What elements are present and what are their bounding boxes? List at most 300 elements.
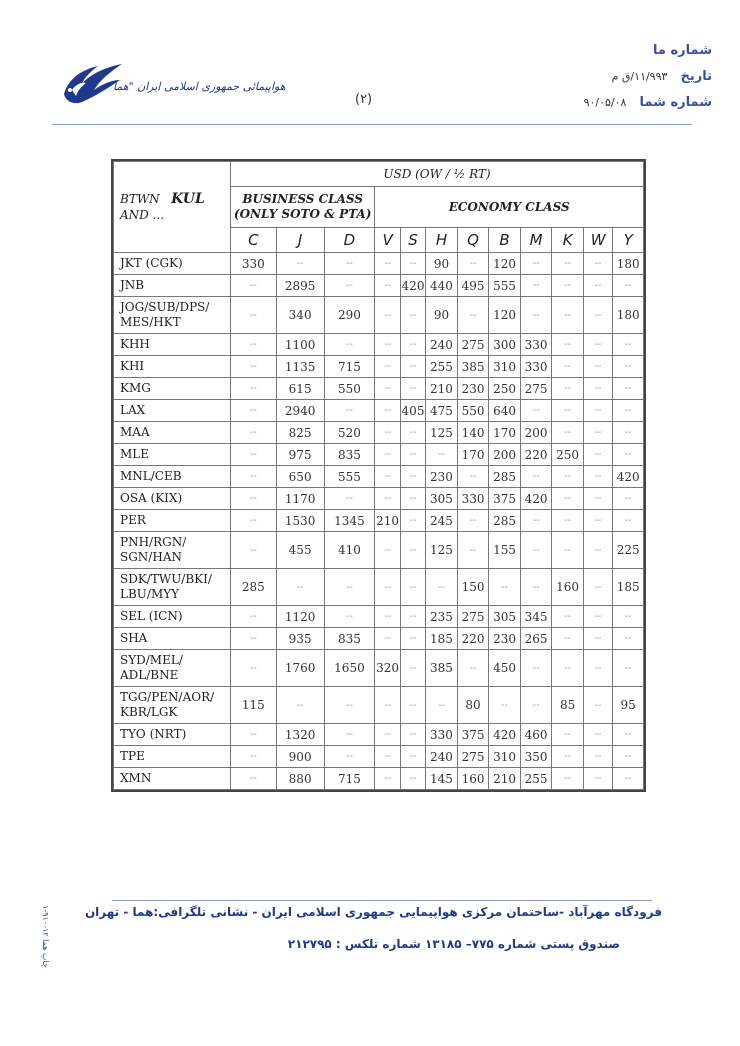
fare-cell-h: 475: [426, 400, 458, 422]
fare-cell-k: --: [552, 297, 584, 334]
fare-cell-m: --: [520, 466, 552, 488]
fare-cell-k: --: [552, 253, 584, 275]
fare-cell-h: 90: [426, 253, 458, 275]
fare-cell-k: --: [552, 275, 584, 297]
fare-cell-c: --: [230, 510, 276, 532]
fare-cell-s: --: [400, 488, 425, 510]
route-cell: SDK/TWU/BKI/ LBU/MYY: [114, 569, 231, 606]
fare-cell-m: --: [520, 569, 552, 606]
fare-cell-w: --: [583, 253, 612, 275]
fare-cell-s: --: [400, 297, 425, 334]
fare-cell-h: 235: [426, 606, 458, 628]
economy-class-header: ECONOMY CLASS: [375, 187, 644, 228]
fare-cell-k: --: [552, 356, 584, 378]
fare-cell-h: 210: [426, 378, 458, 400]
fare-cell-d: --: [324, 400, 375, 422]
fare-cell-q: --: [457, 650, 489, 687]
fare-table-body: [114, 253, 644, 790]
business-class-line2: (ONLY SOTO & PTA): [233, 207, 372, 221]
fare-cell-w: --: [583, 334, 612, 356]
route-cell: PNH/RGN/ SGN/HAN: [114, 532, 231, 569]
fare-cell-s: --: [400, 356, 425, 378]
fare-cell-j: 340: [276, 297, 324, 334]
fare-cell-b: --: [489, 687, 521, 724]
table-row: [114, 378, 644, 400]
fare-cell-y: --: [613, 650, 644, 687]
fare-cell-v: --: [375, 422, 400, 444]
fare-cell-v: --: [375, 687, 400, 724]
route-cell: PER: [114, 510, 231, 532]
class-code-w: W: [583, 228, 612, 253]
fare-cell-b: 120: [489, 253, 521, 275]
fare-cell-q: 330: [457, 488, 489, 510]
footer-divider: [112, 900, 652, 901]
fare-cell-s: --: [400, 532, 425, 569]
table-row: [114, 628, 644, 650]
table-row: [114, 466, 644, 488]
fare-cell-b: 250: [489, 378, 521, 400]
route-cell: SHA: [114, 628, 231, 650]
fare-cell-v: --: [375, 724, 400, 746]
fare-cell-y: --: [613, 444, 644, 466]
table-row: [114, 444, 644, 466]
class-code-y: Y: [613, 228, 644, 253]
route-header: [114, 162, 231, 253]
fare-cell-m: 265: [520, 628, 552, 650]
fare-cell-m: 420: [520, 488, 552, 510]
table-row: [114, 532, 644, 569]
fare-cell-v: --: [375, 275, 400, 297]
fare-cell-s: --: [400, 569, 425, 606]
fare-cell-k: --: [552, 334, 584, 356]
fare-cell-y: 95: [613, 687, 644, 724]
fare-cell-q: 275: [457, 606, 489, 628]
fare-cell-y: --: [613, 334, 644, 356]
route-cell: MAA: [114, 422, 231, 444]
fare-cell-s: --: [400, 606, 425, 628]
fare-cell-s: --: [400, 444, 425, 466]
fare-cell-j: 1120: [276, 606, 324, 628]
fare-cell-c: --: [230, 724, 276, 746]
fare-cell-j: 455: [276, 532, 324, 569]
side-print-code: [34, 905, 54, 975]
fare-cell-s: --: [400, 334, 425, 356]
fare-cell-d: 410: [324, 532, 375, 569]
fare-cell-j: 825: [276, 422, 324, 444]
fare-cell-w: --: [583, 275, 612, 297]
fare-cell-y: --: [613, 275, 644, 297]
fare-cell-j: 935: [276, 628, 324, 650]
fare-cell-s: --: [400, 466, 425, 488]
class-code-m: M: [520, 228, 552, 253]
footer-postal: صندوق پستی شماره ۷۷۵– ۱۳۱۸۵ شماره تلکس : ۲۱۲۷۹۵: [287, 937, 620, 951]
fare-cell-w: --: [583, 297, 612, 334]
fare-cell-c: --: [230, 650, 276, 687]
fare-cell-m: 350: [520, 746, 552, 768]
fare-cell-q: 385: [457, 356, 489, 378]
fare-cell-d: 550: [324, 378, 375, 400]
fare-cell-y: 180: [613, 253, 644, 275]
fare-cell-s: 420: [400, 275, 425, 297]
fare-cell-h: 255: [426, 356, 458, 378]
fare-cell-d: 1650: [324, 650, 375, 687]
fare-cell-w: --: [583, 650, 612, 687]
fare-cell-j: 1320: [276, 724, 324, 746]
fare-cell-k: --: [552, 628, 584, 650]
fare-cell-b: 200: [489, 444, 521, 466]
fare-cell-k: --: [552, 510, 584, 532]
fare-cell-h: 240: [426, 334, 458, 356]
fare-cell-b: 170: [489, 422, 521, 444]
fare-cell-c: --: [230, 297, 276, 334]
route-header-city: KUL: [171, 191, 205, 207]
fare-cell-m: --: [520, 275, 552, 297]
fare-cell-v: --: [375, 606, 400, 628]
fare-cell-c: --: [230, 606, 276, 628]
fare-cell-k: --: [552, 650, 584, 687]
your-number-value: ۹۰/۰۵/۰۸: [583, 96, 627, 109]
table-row: [114, 746, 644, 768]
fare-cell-v: 210: [375, 510, 400, 532]
fare-cell-c: --: [230, 628, 276, 650]
fare-cell-m: 460: [520, 724, 552, 746]
fare-cell-m: 275: [520, 378, 552, 400]
route-cell: KMG: [114, 378, 231, 400]
fare-cell-d: 835: [324, 444, 375, 466]
fare-cell-q: --: [457, 532, 489, 569]
fare-cell-k: --: [552, 378, 584, 400]
fare-cell-w: --: [583, 510, 612, 532]
class-code-h: H: [426, 228, 458, 253]
route-cell: XMN: [114, 768, 231, 790]
iran-air-logo: [58, 50, 286, 114]
business-class-header: [230, 187, 374, 228]
fare-cell-h: 240: [426, 746, 458, 768]
fare-cell-q: --: [457, 297, 489, 334]
fare-cell-m: --: [520, 650, 552, 687]
fare-cell-d: --: [324, 724, 375, 746]
fare-cell-m: --: [520, 532, 552, 569]
fare-cell-j: --: [276, 687, 324, 724]
fare-cell-w: --: [583, 400, 612, 422]
header-divider: [52, 124, 692, 125]
fare-cell-y: --: [613, 724, 644, 746]
fare-cell-c: --: [230, 334, 276, 356]
fare-cell-c: --: [230, 422, 276, 444]
fare-cell-j: 1530: [276, 510, 324, 532]
class-code-c: C: [230, 228, 276, 253]
fare-cell-b: 285: [489, 510, 521, 532]
fare-cell-b: 305: [489, 606, 521, 628]
fare-cell-c: --: [230, 275, 276, 297]
side-print-code-text: ۱-۹۱۰-۱۲ چاپ هما: [41, 905, 50, 968]
fare-cell-c: --: [230, 466, 276, 488]
fare-cell-k: --: [552, 488, 584, 510]
fare-cell-m: --: [520, 400, 552, 422]
fare-cell-j: 1135: [276, 356, 324, 378]
fare-cell-w: --: [583, 687, 612, 724]
fare-cell-m: 200: [520, 422, 552, 444]
fare-cell-h: 385: [426, 650, 458, 687]
fare-cell-j: 650: [276, 466, 324, 488]
fare-cell-v: --: [375, 444, 400, 466]
fare-cell-q: 375: [457, 724, 489, 746]
fare-cell-c: --: [230, 356, 276, 378]
fare-cell-b: 230: [489, 628, 521, 650]
fare-cell-y: --: [613, 356, 644, 378]
fare-cell-y: 185: [613, 569, 644, 606]
fare-cell-d: --: [324, 334, 375, 356]
fare-cell-w: --: [583, 569, 612, 606]
fare-cell-c: --: [230, 532, 276, 569]
fare-cell-d: --: [324, 253, 375, 275]
fare-cell-v: --: [375, 488, 400, 510]
fare-cell-m: 330: [520, 356, 552, 378]
fare-cell-v: --: [375, 628, 400, 650]
footer-address: فرودگاه مهرآباد -ساختمان مرکزی هواپیمایی جمهوری اسلامی ایران - نشانی تلگرافی:هما - تهران: [84, 905, 662, 919]
fare-cell-s: --: [400, 746, 425, 768]
fare-cell-k: 85: [552, 687, 584, 724]
fare-cell-s: --: [400, 650, 425, 687]
fare-cell-q: 160: [457, 768, 489, 790]
fare-cell-s: --: [400, 422, 425, 444]
fare-cell-q: --: [457, 253, 489, 275]
fare-cell-k: --: [552, 606, 584, 628]
class-code-q: Q: [457, 228, 489, 253]
fare-cell-s: --: [400, 687, 425, 724]
fare-cell-y: --: [613, 400, 644, 422]
fare-cell-q: 140: [457, 422, 489, 444]
fare-cell-w: --: [583, 746, 612, 768]
table-row: [114, 334, 644, 356]
fare-cell-v: --: [375, 297, 400, 334]
table-row: [114, 687, 644, 724]
fare-cell-h: 185: [426, 628, 458, 650]
logo-text: هواپیمائی جمهوری اسلامی ایران "هما": [108, 80, 286, 93]
fare-cell-w: --: [583, 378, 612, 400]
fare-cell-k: --: [552, 532, 584, 569]
fare-cell-y: --: [613, 488, 644, 510]
fare-cell-w: --: [583, 444, 612, 466]
route-cell: LAX: [114, 400, 231, 422]
table-row: [114, 275, 644, 297]
fare-cell-m: 330: [520, 334, 552, 356]
table-row: [114, 768, 644, 790]
route-cell: MNL/CEB: [114, 466, 231, 488]
route-header-suffix: AND ...: [120, 208, 165, 222]
route-cell: OSA (KIX): [114, 488, 231, 510]
class-code-b: B: [489, 228, 521, 253]
fare-cell-w: --: [583, 724, 612, 746]
fare-cell-v: --: [375, 768, 400, 790]
fare-cell-j: 615: [276, 378, 324, 400]
fare-cell-w: --: [583, 606, 612, 628]
fare-cell-c: --: [230, 488, 276, 510]
class-code-d: D: [324, 228, 375, 253]
fare-cell-w: --: [583, 488, 612, 510]
fare-cell-c: --: [230, 746, 276, 768]
route-cell: KHH: [114, 334, 231, 356]
fare-cell-q: 170: [457, 444, 489, 466]
table-row: [114, 488, 644, 510]
fare-cell-y: --: [613, 510, 644, 532]
fare-cell-j: 1100: [276, 334, 324, 356]
fare-cell-y: 180: [613, 297, 644, 334]
fare-cell-d: 1345: [324, 510, 375, 532]
fare-cell-d: --: [324, 569, 375, 606]
fare-cell-b: 375: [489, 488, 521, 510]
fare-cell-j: 975: [276, 444, 324, 466]
fare-cell-s: --: [400, 724, 425, 746]
fare-cell-k: --: [552, 400, 584, 422]
fare-cell-s: --: [400, 253, 425, 275]
fare-cell-d: --: [324, 606, 375, 628]
date-value: ۱۱/۹۹۳/ق م: [611, 70, 668, 83]
fare-cell-d: 835: [324, 628, 375, 650]
fare-cell-b: 420: [489, 724, 521, 746]
fare-cell-h: 90: [426, 297, 458, 334]
fare-cell-k: --: [552, 746, 584, 768]
our-number-row: [584, 36, 712, 62]
fare-cell-j: 1760: [276, 650, 324, 687]
fare-cell-k: 160: [552, 569, 584, 606]
route-cell: JNB: [114, 275, 231, 297]
fare-cell-q: --: [457, 466, 489, 488]
class-code-j: J: [276, 228, 324, 253]
fare-cell-w: --: [583, 356, 612, 378]
fare-cell-v: --: [375, 356, 400, 378]
fare-cell-v: --: [375, 532, 400, 569]
fare-cell-q: --: [457, 510, 489, 532]
fare-cell-m: --: [520, 297, 552, 334]
fare-cell-d: --: [324, 687, 375, 724]
fare-cell-q: 80: [457, 687, 489, 724]
table-row: [114, 606, 644, 628]
fare-cell-b: 285: [489, 466, 521, 488]
fare-cell-w: --: [583, 532, 612, 569]
fare-cell-v: --: [375, 746, 400, 768]
route-cell: KHI: [114, 356, 231, 378]
fare-cell-c: 115: [230, 687, 276, 724]
fare-cell-m: --: [520, 687, 552, 724]
fare-cell-q: 495: [457, 275, 489, 297]
fare-cell-d: --: [324, 275, 375, 297]
fare-cell-v: --: [375, 466, 400, 488]
fare-cell-d: 555: [324, 466, 375, 488]
fare-cell-w: --: [583, 422, 612, 444]
fare-cell-d: 715: [324, 356, 375, 378]
fare-cell-q: 220: [457, 628, 489, 650]
route-cell: MLE: [114, 444, 231, 466]
fare-cell-j: 2940: [276, 400, 324, 422]
fare-cell-m: 220: [520, 444, 552, 466]
fare-cell-h: 145: [426, 768, 458, 790]
fare-cell-c: --: [230, 444, 276, 466]
fare-cell-y: 420: [613, 466, 644, 488]
class-code-s: S: [400, 228, 425, 253]
fare-cell-q: 150: [457, 569, 489, 606]
table-row: [114, 724, 644, 746]
fare-cell-y: --: [613, 422, 644, 444]
fare-cell-b: 155: [489, 532, 521, 569]
fare-cell-v: --: [375, 569, 400, 606]
fare-cell-h: 305: [426, 488, 458, 510]
route-header-prefix: BTWN: [120, 192, 160, 206]
page-number: (۲): [355, 92, 373, 107]
table-row: [114, 650, 644, 687]
class-code-k: K: [552, 228, 584, 253]
fare-cell-w: --: [583, 768, 612, 790]
fare-cell-d: --: [324, 746, 375, 768]
table-row: [114, 569, 644, 606]
route-cell: JOG/SUB/DPS/ MES/HKT: [114, 297, 231, 334]
your-number-row: [584, 88, 712, 114]
fare-cell-y: --: [613, 606, 644, 628]
fare-cell-b: 210: [489, 768, 521, 790]
fare-cell-k: --: [552, 768, 584, 790]
fare-cell-h: 245: [426, 510, 458, 532]
fare-cell-v: --: [375, 253, 400, 275]
fare-cell-j: --: [276, 253, 324, 275]
fare-cell-c: --: [230, 400, 276, 422]
fare-cell-j: 2895: [276, 275, 324, 297]
fare-cell-c: --: [230, 768, 276, 790]
fare-cell-y: --: [613, 628, 644, 650]
table-row: [114, 510, 644, 532]
fare-cell-j: 880: [276, 768, 324, 790]
fare-cell-q: 275: [457, 334, 489, 356]
fare-cell-d: --: [324, 488, 375, 510]
fare-cell-b: 120: [489, 297, 521, 334]
fare-cell-h: 440: [426, 275, 458, 297]
fare-cell-q: 550: [457, 400, 489, 422]
fare-cell-m: 255: [520, 768, 552, 790]
route-cell: SYD/MEL/ ADL/BNE: [114, 650, 231, 687]
fare-cell-v: --: [375, 334, 400, 356]
fare-cell-y: 225: [613, 532, 644, 569]
fare-cell-m: 345: [520, 606, 552, 628]
table-row: [114, 356, 644, 378]
fare-cell-k: --: [552, 466, 584, 488]
fare-cell-m: --: [520, 510, 552, 532]
our-number-label: شماره ما: [653, 43, 712, 58]
fare-cell-d: 520: [324, 422, 375, 444]
fare-cell-w: --: [583, 628, 612, 650]
fare-cell-q: 275: [457, 746, 489, 768]
your-number-label: شماره شما: [639, 95, 712, 110]
fare-cell-j: 900: [276, 746, 324, 768]
fare-cell-y: --: [613, 746, 644, 768]
fare-cell-h: --: [426, 569, 458, 606]
table-row: [114, 400, 644, 422]
fare-table: [113, 161, 644, 790]
fare-cell-w: --: [583, 466, 612, 488]
route-cell: TGG/PEN/AOR/ KBR/LGK: [114, 687, 231, 724]
table-row: [114, 297, 644, 334]
fare-cell-b: --: [489, 569, 521, 606]
date-label: تاریخ: [680, 69, 712, 84]
currency-header: USD (OW / ½ RT): [230, 162, 643, 187]
fare-cell-h: --: [426, 687, 458, 724]
fare-cell-d: 715: [324, 768, 375, 790]
fare-cell-h: --: [426, 444, 458, 466]
fare-cell-b: 640: [489, 400, 521, 422]
fare-cell-b: 310: [489, 746, 521, 768]
route-cell: TPE: [114, 746, 231, 768]
fare-cell-v: --: [375, 400, 400, 422]
fare-cell-j: --: [276, 569, 324, 606]
fare-cell-m: --: [520, 253, 552, 275]
